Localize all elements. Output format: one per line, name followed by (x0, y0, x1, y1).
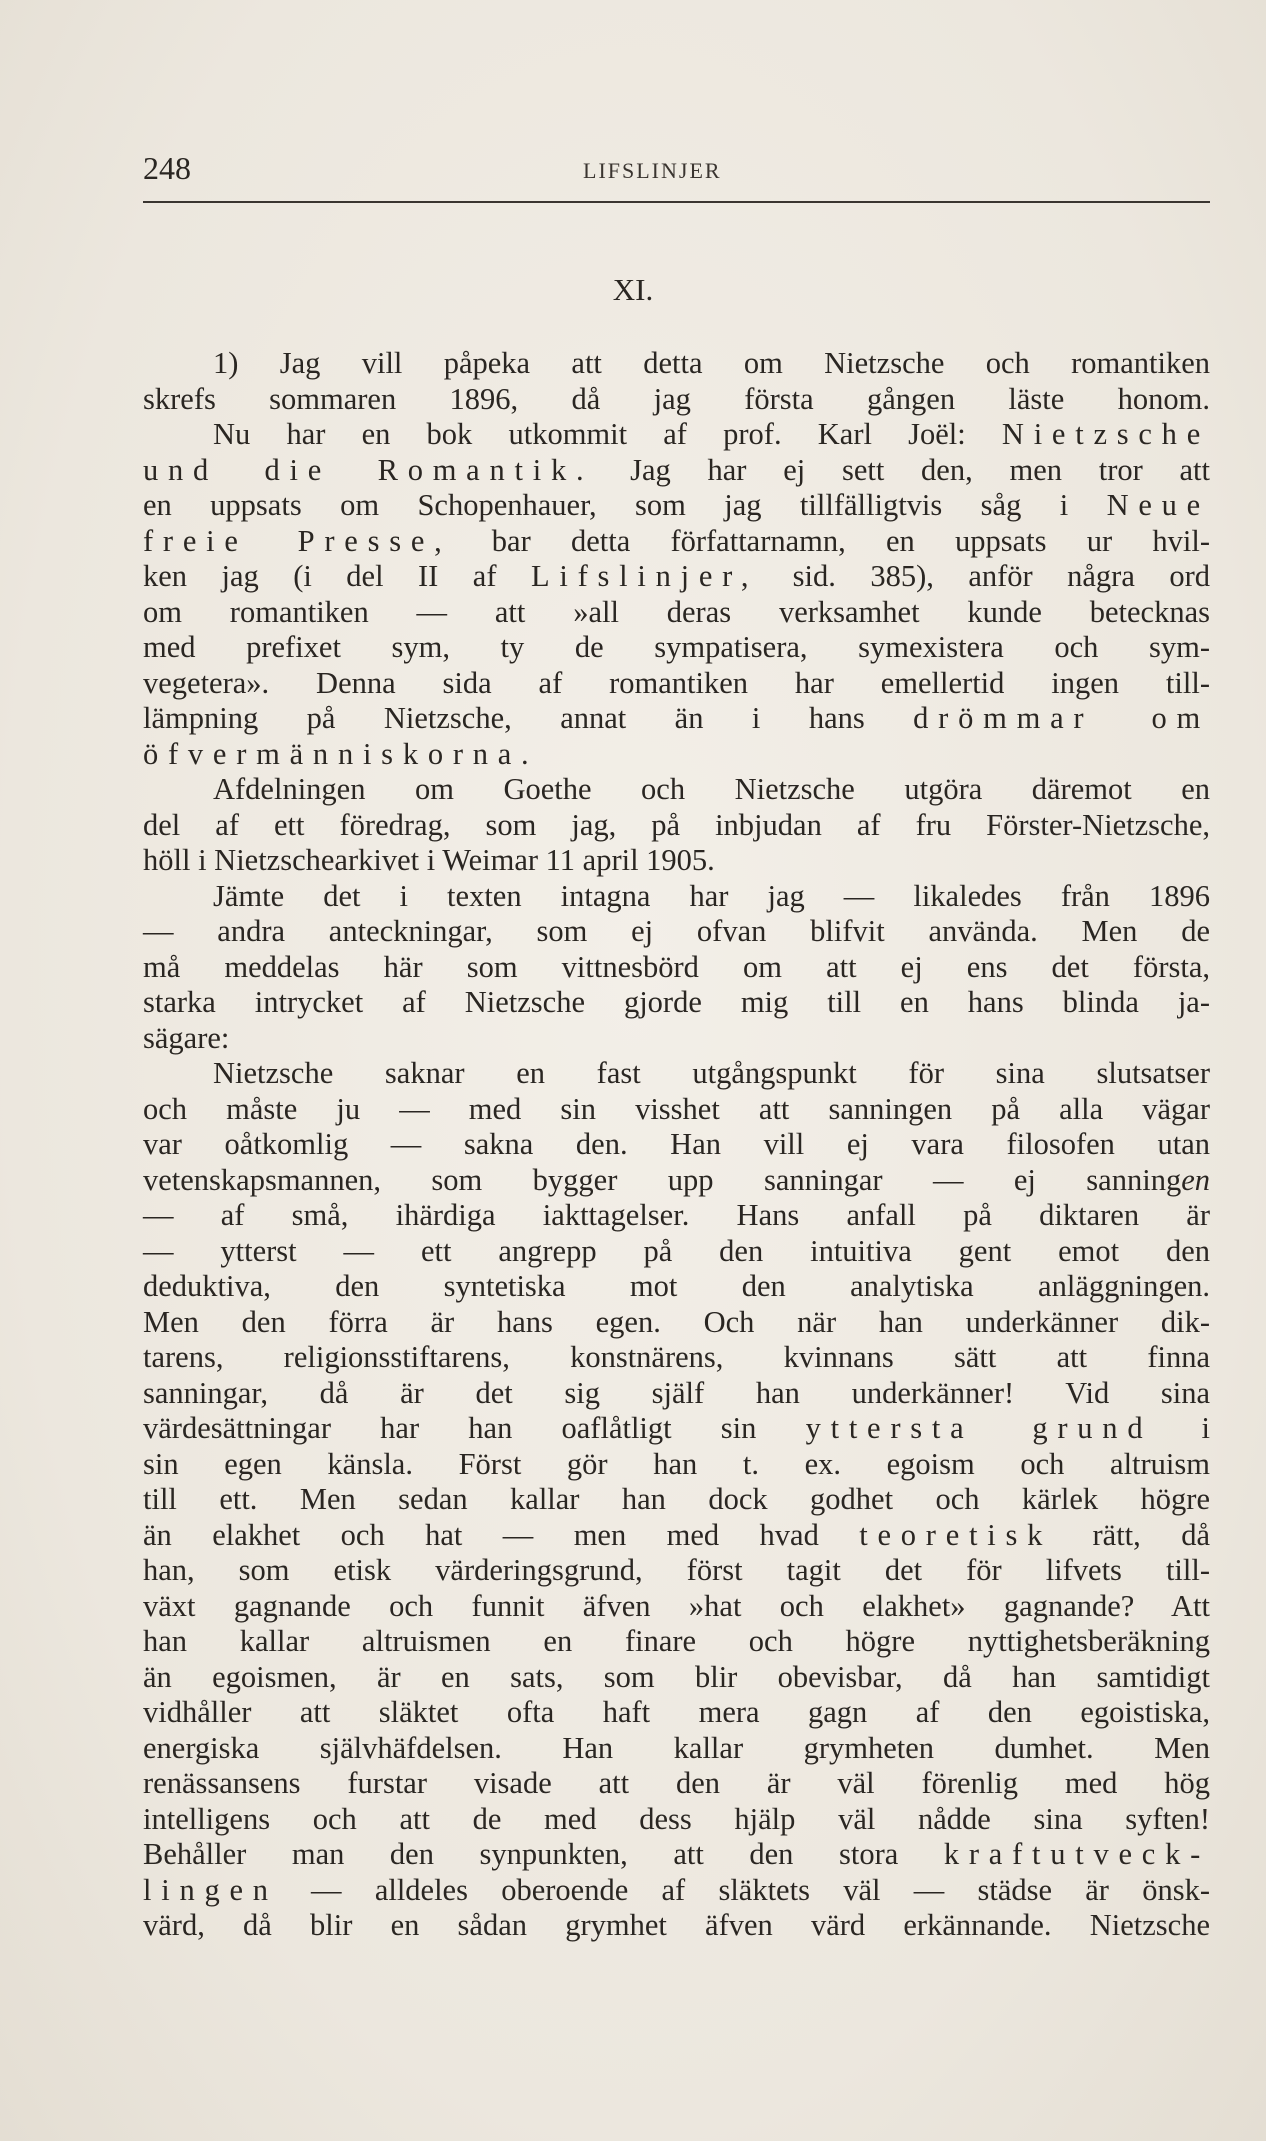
text-line (143, 524, 1210, 560)
text-run: växt gagnande och funnit äfven »hat och elakhet» gagnande? Att (143, 1588, 1210, 1623)
text-run: än egoismen, är en sats, som blir obevisbar, då han samtidigt (143, 1659, 1210, 1694)
text-run: till ett. Men sedan kallar han dock godhet och kärlek högre (143, 1482, 1210, 1516)
text-run: värdesättningar har han oaflåtligt sin (143, 1411, 806, 1445)
text-run: renässansens furstar visade att den är väl förenlig med hög (143, 1766, 1210, 1800)
text-run: 1) Jag vill påpeka att detta om Nietzsche och romantiken (213, 346, 1210, 380)
text-run: Nu har en bok utkommit af prof. Karl Joël: (213, 417, 1002, 451)
spaced-emphasis: teoretisk (859, 1517, 1053, 1552)
text-run: — ytterst — ett angrepp på den intuitiva gent emot den (143, 1233, 1210, 1268)
text-run: — alldeles oberoende af släktets väl — städse är önsk- (277, 1872, 1210, 1907)
spaced-emphasis: und die Romantik. (143, 452, 594, 487)
spaced-emphasis: Nietzsche (1001, 417, 1210, 451)
text-line (143, 1660, 1210, 1696)
text-run: skrefs sommaren 1896, då jag första gången läste honom. (143, 381, 1210, 416)
text-run: en uppsats om Schopenhauer, som jag tillfälligtvis såg i (143, 488, 1107, 522)
text-run: del af ett föredrag, som jag, på inbjudan af fru Förster-Nietzsche, (143, 807, 1210, 842)
text-line (143, 1056, 1210, 1092)
text-line (143, 595, 1210, 631)
text-run: var oåtkomlig — sakna den. Han vill ej vara filosofen utan (143, 1127, 1210, 1161)
text-line (143, 1766, 1210, 1802)
text-line (143, 1482, 1210, 1518)
text-line (143, 630, 1210, 666)
text-line (143, 985, 1210, 1021)
text-line (143, 1837, 1210, 1873)
text-run: sin egen känsla. Först gör han t. ex. egoism och altruism (143, 1446, 1210, 1481)
page-header (143, 150, 1210, 192)
text-run: med prefixet sym, ty de sympatisera, symexistera och sym- (143, 630, 1210, 664)
text-line (143, 1269, 1210, 1305)
text-line (143, 1127, 1210, 1163)
text-run: tarens, religionsstiftarens, konstnärens, kvinnans sätt att finna (143, 1340, 1210, 1374)
text-run: i (1152, 1411, 1210, 1445)
text-line (143, 1021, 1210, 1057)
text-run: om romantiken — att »all deras verksamhet kunde betecknas (143, 594, 1210, 629)
text-run: han kallar altruismen en finare och högre nyttighetsberäkning (143, 1624, 1210, 1658)
text-line (143, 808, 1210, 844)
text-line (143, 346, 1210, 382)
text-run: ken jag (i del II af (143, 559, 531, 593)
text-line (143, 453, 1210, 489)
text-line (143, 1234, 1210, 1270)
spaced-emphasis: drömmar om (913, 701, 1210, 735)
spaced-emphasis: yttersta grund (805, 1411, 1153, 1445)
text-run: — af små, ihärdiga iakttagelser. Hans anfall på diktaren är (143, 1198, 1210, 1232)
text-run: vegetera». Denna sida af romantiken har emellertid ingen till- (143, 665, 1210, 700)
text-line (143, 1589, 1210, 1625)
text-line (143, 1553, 1210, 1589)
text-line (143, 417, 1210, 453)
text-run: än elakhet och hat — men med hvad (143, 1517, 860, 1552)
text-run: Jämte det i texten intagna har jag — likaledes från 1896 (213, 878, 1210, 913)
spaced-emphasis: freie Presse, (143, 523, 452, 558)
text-line (143, 1376, 1210, 1412)
running-head: LIFSLINJER (583, 158, 722, 183)
section-heading: XI. (612, 272, 654, 307)
text-run: starka intrycket af Nietzsche gjorde mig till en hans blinda ja- (143, 985, 1210, 1019)
text-line (143, 914, 1210, 950)
text-line (143, 1340, 1210, 1376)
text-line (143, 666, 1210, 702)
spaced-emphasis: Neue (1106, 488, 1210, 522)
text-line (143, 772, 1210, 808)
text-run: — andra anteckningar, som ej ofvan blifvit använda. Men de (143, 914, 1210, 948)
text-line (143, 1624, 1210, 1660)
text-line (143, 1731, 1210, 1767)
spaced-emphasis: öfvermänniskorna. (143, 736, 539, 771)
text-run: vetenskapsmannen, som bygger upp sanningar — ej sanning (143, 1162, 1182, 1197)
header-rule (143, 201, 1210, 203)
text-run: må meddelas här som vittnesbörd om att ej ens det första, (143, 949, 1210, 984)
text-line (143, 701, 1210, 737)
text-run: sanningar, då är det sig själf han underkänner! Vid sina (143, 1375, 1210, 1410)
text-line (143, 1908, 1210, 1944)
text-line (143, 1092, 1210, 1128)
page-number: 248 (143, 150, 191, 186)
text-run: Jag har ej sett den, men tror att (593, 452, 1210, 487)
text-line (143, 1198, 1210, 1234)
text-line (143, 1411, 1210, 1447)
body-text (143, 346, 1210, 1944)
text-run: värd, då blir en sådan grymhet äfven värd erkännande. Nietzsche (143, 1908, 1210, 1942)
text-run: höll i Nietzschearkivet i Weimar 11 april 1905. (143, 843, 715, 877)
italic-text: en (1181, 1162, 1210, 1197)
spaced-emphasis: Lifslinjer, (530, 559, 759, 593)
text-run: deduktiva, den syntetiska mot den analytiska anläggningen. (143, 1269, 1210, 1303)
text-line (143, 737, 1210, 773)
text-run: lämpning på Nietzsche, annat än i hans (143, 701, 914, 735)
text-run: Afdelningen om Goethe och Nietzsche utgöra däremot en (213, 772, 1210, 806)
spaced-emphasis: lingen (143, 1872, 278, 1907)
text-line (143, 843, 1210, 879)
text-run: rätt, då (1052, 1517, 1210, 1552)
text-line (143, 382, 1210, 418)
text-line (143, 559, 1210, 595)
text-run: Men den förra är hans egen. Och när han underkänner dik- (143, 1304, 1210, 1339)
text-line (143, 488, 1210, 524)
text-run: han, som etisk värderingsgrund, först tagit det för lifvets till- (143, 1553, 1210, 1587)
text-line (143, 1518, 1210, 1554)
text-run: Behåller man den synpunkten, att den stora (143, 1837, 944, 1871)
text-line (143, 879, 1210, 915)
text-run: sägare: (143, 1020, 230, 1055)
text-run: energiska självhäfdelsen. Han kallar grymheten dumhet. Men (143, 1730, 1210, 1765)
text-run: intelligens och att de med dess hjälp väl nådde sina syften! (143, 1801, 1210, 1836)
text-line (143, 950, 1210, 986)
text-run: vidhåller att släktet ofta haft mera gagn af den egoistiska, (143, 1695, 1210, 1729)
text-line (143, 1802, 1210, 1838)
text-line (143, 1305, 1210, 1341)
text-line (143, 1695, 1210, 1731)
text-run: och måste ju — med sin visshet att sanningen på alla vägar (143, 1091, 1210, 1126)
spaced-emphasis: kraftutveck- (943, 1837, 1210, 1871)
text-line (143, 1163, 1210, 1199)
text-line (143, 1447, 1210, 1483)
text-run: sid. 385), anför några ord (758, 559, 1210, 593)
text-line (143, 1873, 1210, 1909)
text-run: Nietzsche saknar en fast utgångspunkt för sina slutsatser (213, 1056, 1210, 1090)
text-run: bar detta författarnamn, en uppsats ur hvil- (451, 523, 1210, 558)
